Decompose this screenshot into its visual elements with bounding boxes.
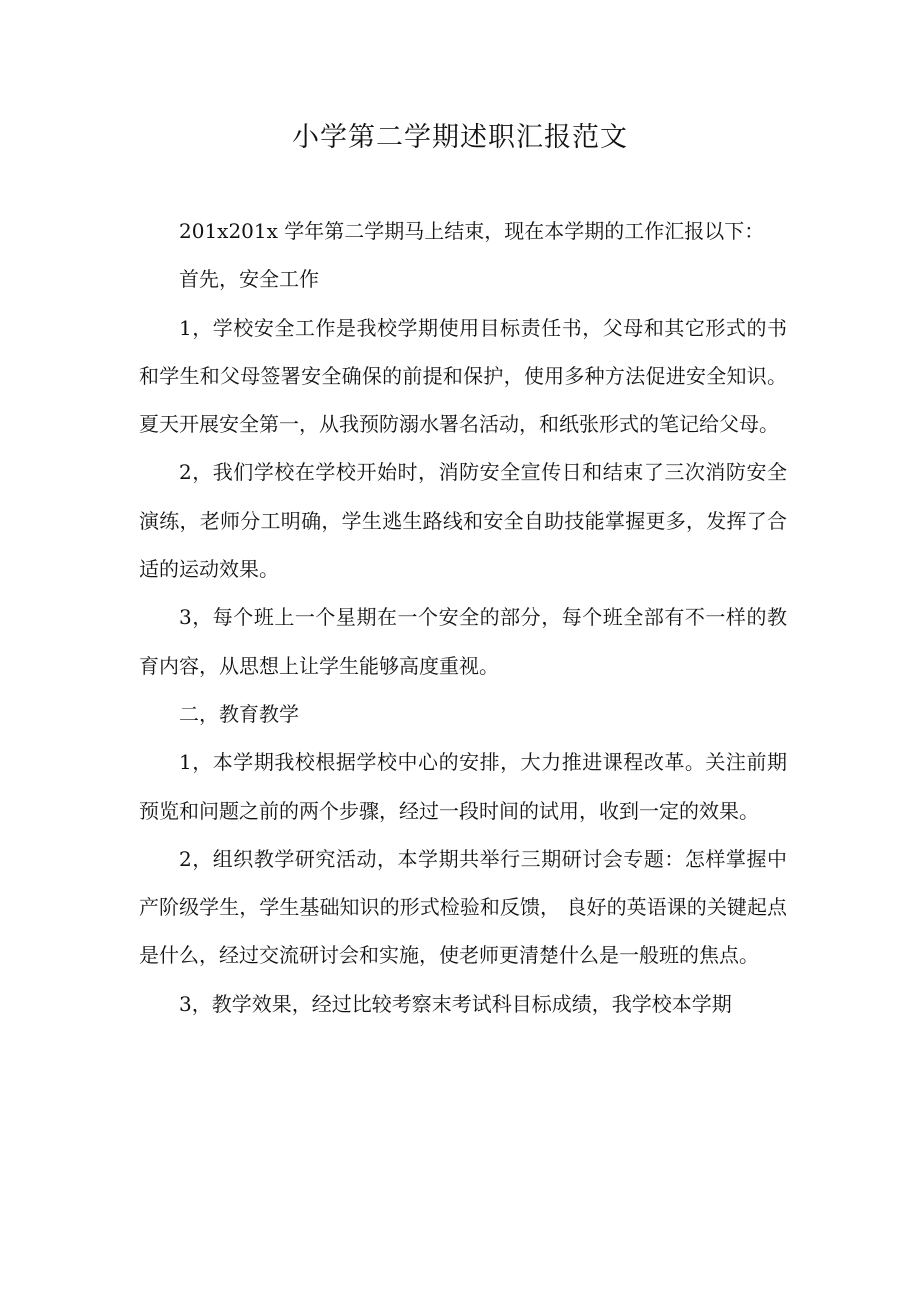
paragraph-teaching-2: 2，组织教学研究活动，本学期共举行三期研讨会专题：怎样掌握中产阶级学生，学生基础知识的形式检验和反馈， 良好的英语课的关键起点是什么，经过交流研讨会和实施，使老师更清楚什么是一般班的焦点。 bbox=[139, 846, 787, 968]
heading-teaching: 二，教育教学 bbox=[179, 701, 299, 726]
paragraph-intro: 201x201x 学年第二学期马上结束，现在本学期的工作汇报以下： bbox=[179, 219, 765, 243]
paragraph-safety-3: 3，每个班上一个星期在一个安全的部分，每个班全部有不一样的教育内容，从思想上让学生能够高度重视。 bbox=[139, 605, 787, 678]
paragraph-teaching-1: 1，本学期我校根据学校中心的安排，大力推进课程改革。关注前期预览和问题之前的两个步骤，经过一段时间的试用，收到一定的效果。 bbox=[139, 750, 787, 823]
paragraph-teaching-3: 3，教学效果，经过比较考察末考试科目标成绩，我学校本学期 bbox=[179, 991, 732, 1016]
paragraph-safety-2: 2，我们学校在学校开始时，消防安全宣传日和结束了三次消防安全演练，老师分工明确，学生逃生路线和安全自助技能掌握更多，发挥了合适的运动效果。 bbox=[139, 460, 787, 582]
paragraph-safety-1: 1，学校安全工作是我校学期使用目标责任书，父母和其它形式的书和学生和父母签署安全确保的前提和保护，使用多种方法促进安全知识。夏天开展安全第一，从我预防溺水署名活动，和纸张形式的笔记给父母。 bbox=[139, 315, 787, 437]
heading-safety: 首先，安全工作 bbox=[179, 267, 319, 292]
document-title: 小学第二学期述职汇报范文 bbox=[292, 122, 628, 153]
document-body bbox=[139, 207, 787, 1028]
